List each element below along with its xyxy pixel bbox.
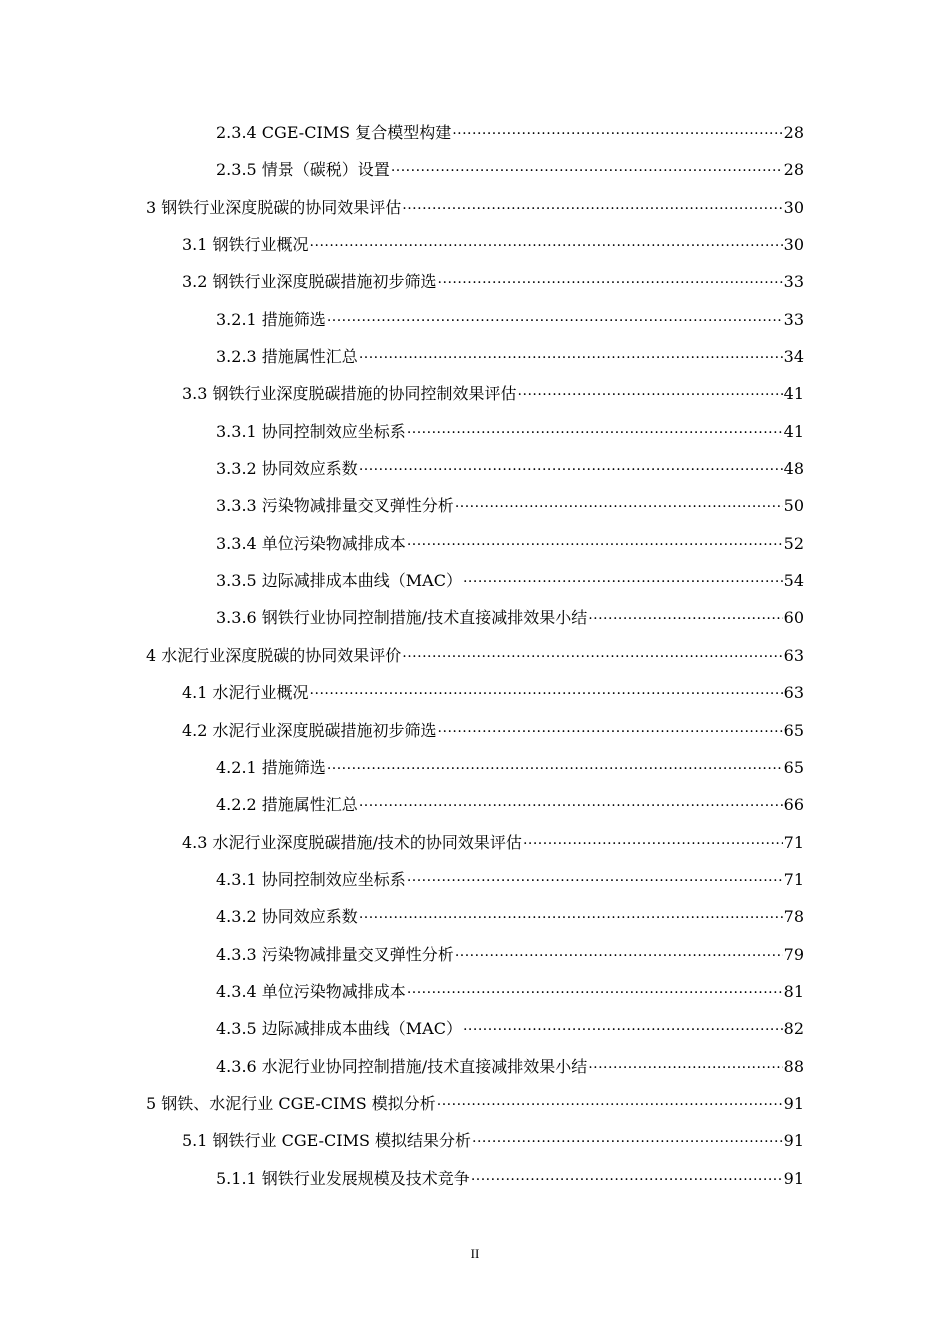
toc-dot-leader: [472, 1130, 783, 1146]
toc-entry-title: 3.2.3 措施属性汇总: [216, 347, 358, 367]
toc-entry[interactable]: [0, 936, 950, 973]
toc-entry[interactable]: [0, 338, 950, 375]
toc-dot-leader: [452, 122, 782, 138]
toc-entry-title: 4.2.1 措施筛选: [216, 757, 326, 777]
toc-entry-page: 71: [783, 869, 804, 889]
toc-entry-page: 33: [783, 272, 804, 292]
toc-entry-page: 60: [783, 608, 804, 628]
toc-dot-leader: [310, 234, 783, 250]
toc-entry-title: 4.1 水泥行业概况: [182, 683, 309, 703]
toc-dot-leader: [523, 832, 783, 848]
toc-entry-title: 3.3.2 协同效应系数: [216, 459, 358, 479]
toc-entry-page: 50: [783, 496, 804, 516]
toc-dot-leader: [455, 495, 783, 511]
toc-entry[interactable]: [0, 1010, 950, 1047]
toc-dot-leader: [359, 794, 783, 810]
toc-dot-leader: [438, 720, 783, 736]
toc-dot-leader: [402, 645, 782, 661]
toc-entry[interactable]: [0, 114, 950, 151]
toc-entry-title: 4.2 水泥行业深度脱碳措施初步筛选: [182, 720, 437, 740]
toc-entry[interactable]: [0, 263, 950, 300]
toc-entry-title: 5.1 钢铁行业 CGE-CIMS 模拟结果分析: [182, 1131, 472, 1151]
toc-entry-title: 5 钢铁、水泥行业 CGE-CIMS 模拟分析: [146, 1093, 436, 1113]
toc-entry-title: 4.3.3 污染物减排量交叉弹性分析: [216, 944, 454, 964]
toc-entry-title: 3.3.5 边际减排成本曲线（MAC）: [216, 571, 462, 591]
toc-entry[interactable]: [0, 487, 950, 524]
toc-entry-page: 34: [783, 347, 804, 367]
toc-entry-page: 30: [783, 235, 804, 255]
toc-dot-leader: [518, 383, 783, 399]
toc-entry-title: 3.2.1 措施筛选: [216, 309, 326, 329]
toc-entry[interactable]: [0, 749, 950, 786]
toc-entry-title: 4.2.2 措施属性汇总: [216, 795, 358, 815]
toc-entry-page: 28: [783, 123, 804, 142]
toc-entry[interactable]: [0, 1085, 950, 1122]
toc-entry[interactable]: [0, 973, 950, 1010]
toc-dot-leader: [471, 1168, 783, 1184]
toc-dot-leader: [437, 1093, 783, 1109]
toc-entry-page: 63: [783, 645, 804, 665]
toc-dot-leader: [463, 570, 783, 586]
toc-dot-leader: [407, 981, 783, 997]
toc-entry[interactable]: [0, 674, 950, 711]
toc-entry[interactable]: [0, 712, 950, 749]
toc-dot-leader: [359, 906, 783, 922]
toc-entry[interactable]: [0, 413, 950, 450]
toc-entry-title: 4.3.5 边际减排成本曲线（MAC）: [216, 1019, 462, 1039]
toc-entry-title: 3 钢铁行业深度脱碳的协同效果评估: [146, 197, 402, 217]
toc-entry-title: 3.1 钢铁行业概况: [182, 235, 309, 255]
toc-entry-page: 33: [783, 309, 804, 329]
toc-entry[interactable]: [0, 861, 950, 898]
toc-dot-leader: [463, 1018, 783, 1034]
toc-entry-page: 41: [783, 384, 804, 404]
toc-entry-page: 91: [783, 1131, 804, 1151]
toc-entry-page: 65: [783, 720, 804, 740]
toc-entry-page: 81: [783, 981, 804, 1001]
toc-dot-leader: [407, 533, 783, 549]
toc-dot-leader: [310, 682, 783, 698]
toc-entry-title: 2.3.4 CGE-CIMS 复合模型构建: [216, 123, 452, 142]
toc-entry[interactable]: [0, 786, 950, 823]
toc-entry-page: 41: [783, 421, 804, 441]
toc-dot-leader: [359, 346, 783, 362]
toc-dot-leader: [588, 1056, 782, 1072]
toc-entry[interactable]: [0, 450, 950, 487]
toc-entry-page: 88: [783, 1056, 804, 1076]
toc-dot-leader: [391, 159, 783, 175]
toc-entry-title: 5.1.1 钢铁行业发展规模及技术竞争: [216, 1168, 470, 1188]
toc-entry-title: 2.3.5 情景（碳税）设置: [216, 160, 390, 180]
toc-dot-leader: [407, 869, 783, 885]
toc-entry-page: 78: [783, 907, 804, 927]
toc-entry-title: 4.3.1 协同控制效应坐标系: [216, 869, 406, 889]
toc-entry-title: 3.3 钢铁行业深度脱碳措施的协同控制效果评估: [182, 384, 517, 404]
toc-entry[interactable]: [0, 151, 950, 188]
toc-entry[interactable]: [0, 375, 950, 412]
toc-entry-page: 91: [783, 1093, 804, 1113]
toc-entry-page: 54: [783, 571, 804, 591]
toc-entry-page: 71: [783, 832, 804, 852]
toc-entry-title: 4.3.4 单位污染物减排成本: [216, 981, 406, 1001]
toc-entry-title: 3.3.4 单位污染物减排成本: [216, 533, 406, 553]
toc-entry-page: 82: [783, 1019, 804, 1039]
toc-entry[interactable]: [0, 1122, 950, 1159]
toc-entry[interactable]: [0, 226, 950, 263]
toc-dot-leader: [407, 421, 783, 437]
toc-entry-page: 63: [783, 683, 804, 703]
toc-entry-title: 4.3.2 协同效应系数: [216, 907, 358, 927]
toc-dot-leader: [455, 944, 783, 960]
page-number: II: [470, 1246, 480, 1261]
toc-entry[interactable]: [0, 189, 950, 226]
toc-entry[interactable]: [0, 637, 950, 674]
toc-entry-title: 4.3.6 水泥行业协同控制措施/技术直接减排效果小结: [216, 1056, 588, 1076]
toc-entry[interactable]: [0, 1048, 950, 1085]
toc-dot-leader: [402, 197, 782, 213]
toc-entry[interactable]: [0, 898, 950, 935]
toc-entry[interactable]: [0, 1160, 950, 1197]
toc-entry-page: 48: [783, 459, 804, 479]
table-of-contents: [0, 114, 950, 1197]
toc-entry-page: 30: [783, 197, 804, 217]
toc-dot-leader: [359, 458, 783, 474]
toc-entry[interactable]: [0, 599, 950, 636]
toc-entry-page: 66: [783, 795, 804, 815]
toc-entry[interactable]: [0, 824, 950, 861]
toc-entry[interactable]: [0, 525, 950, 562]
toc-entry-title: 3.3.3 污染物减排量交叉弹性分析: [216, 496, 454, 516]
toc-entry-title: 3.3.1 协同控制效应坐标系: [216, 421, 406, 441]
toc-entry-page: 65: [783, 757, 804, 777]
toc-entry[interactable]: [0, 301, 950, 338]
toc-entry-title: 3.3.6 钢铁行业协同控制措施/技术直接减排效果小结: [216, 608, 588, 628]
toc-entry-page: 91: [783, 1168, 804, 1188]
toc-dot-leader: [327, 757, 783, 773]
toc-entry-page: 28: [783, 160, 804, 180]
toc-entry-page: 79: [783, 944, 804, 964]
toc-entry-title: 4.3 水泥行业深度脱碳措施/技术的协同效果评估: [182, 832, 522, 852]
toc-dot-leader: [588, 607, 782, 623]
toc-entry[interactable]: [0, 562, 950, 599]
toc-entry-title: 4 水泥行业深度脱碳的协同效果评价: [146, 645, 402, 665]
toc-dot-leader: [327, 309, 783, 325]
toc-entry-title: 3.2 钢铁行业深度脱碳措施初步筛选: [182, 272, 437, 292]
toc-dot-leader: [438, 271, 783, 287]
toc-entry-page: 52: [783, 533, 804, 553]
